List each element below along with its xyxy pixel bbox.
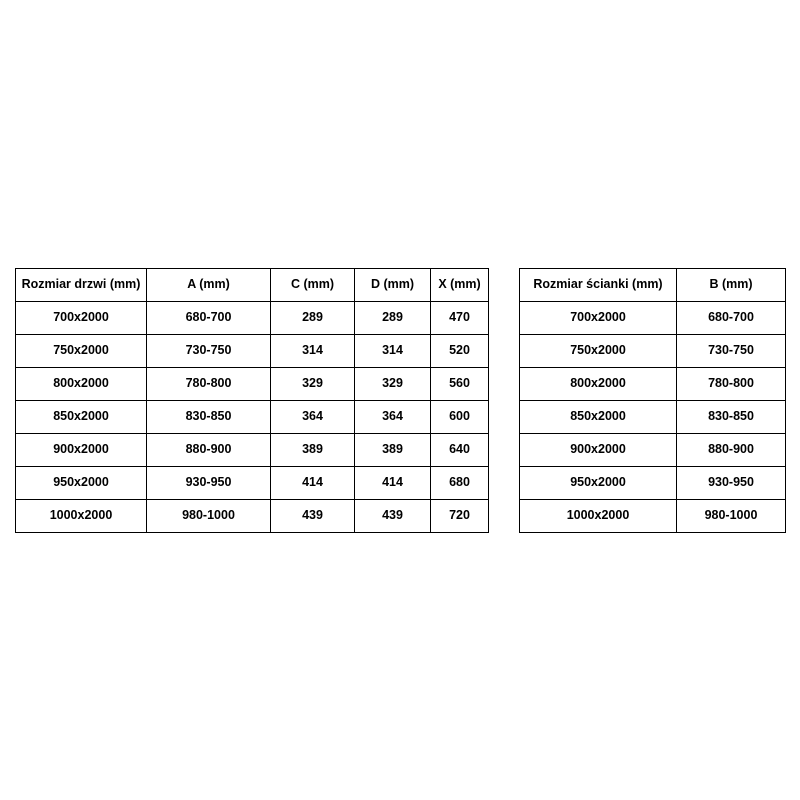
cell-b: 680-700: [677, 302, 786, 335]
cell-a: 930-950: [147, 467, 271, 500]
column-header-d: D (mm): [355, 269, 431, 302]
cell-x: 520: [431, 335, 489, 368]
column-header-c: C (mm): [271, 269, 355, 302]
cell-door-size: 850x2000: [16, 401, 147, 434]
cell-x: 560: [431, 368, 489, 401]
doors-table-container: [15, 268, 489, 533]
table-row: [16, 467, 489, 500]
table-row: [520, 368, 786, 401]
cell-c: 289: [271, 302, 355, 335]
cell-wall-size: 800x2000: [520, 368, 677, 401]
cell-a: 880-900: [147, 434, 271, 467]
cell-b: 980-1000: [677, 500, 786, 533]
table-header-row: [520, 269, 786, 302]
column-header-b: B (mm): [677, 269, 786, 302]
cell-c: 414: [271, 467, 355, 500]
cell-d: 289: [355, 302, 431, 335]
cell-d: 314: [355, 335, 431, 368]
cell-door-size: 800x2000: [16, 368, 147, 401]
cell-x: 680: [431, 467, 489, 500]
cell-wall-size: 1000x2000: [520, 500, 677, 533]
cell-c: 389: [271, 434, 355, 467]
cell-c: 329: [271, 368, 355, 401]
cell-b: 880-900: [677, 434, 786, 467]
cell-b: 780-800: [677, 368, 786, 401]
cell-d: 389: [355, 434, 431, 467]
cell-x: 720: [431, 500, 489, 533]
cell-door-size: 700x2000: [16, 302, 147, 335]
cell-c: 364: [271, 401, 355, 434]
cell-b: 830-850: [677, 401, 786, 434]
table-row: [520, 302, 786, 335]
cell-x: 470: [431, 302, 489, 335]
table-row: [520, 434, 786, 467]
cell-wall-size: 850x2000: [520, 401, 677, 434]
cell-a: 780-800: [147, 368, 271, 401]
column-header-x: X (mm): [431, 269, 489, 302]
table-row: [16, 401, 489, 434]
table-row: [520, 335, 786, 368]
cell-d: 364: [355, 401, 431, 434]
cell-a: 680-700: [147, 302, 271, 335]
cell-a: 830-850: [147, 401, 271, 434]
cell-door-size: 950x2000: [16, 467, 147, 500]
cell-door-size: 900x2000: [16, 434, 147, 467]
cell-x: 600: [431, 401, 489, 434]
cell-c: 439: [271, 500, 355, 533]
cell-d: 414: [355, 467, 431, 500]
cell-wall-size: 900x2000: [520, 434, 677, 467]
table-row: [520, 401, 786, 434]
cell-d: 439: [355, 500, 431, 533]
cell-door-size: 1000x2000: [16, 500, 147, 533]
column-header-door-size: Rozmiar drzwi (mm): [16, 269, 147, 302]
cell-wall-size: 700x2000: [520, 302, 677, 335]
cell-door-size: 750x2000: [16, 335, 147, 368]
cell-b: 730-750: [677, 335, 786, 368]
table-row: [520, 500, 786, 533]
cell-b: 930-950: [677, 467, 786, 500]
cell-d: 329: [355, 368, 431, 401]
cell-c: 314: [271, 335, 355, 368]
cell-a: 730-750: [147, 335, 271, 368]
table-header-row: [16, 269, 489, 302]
table-row: [520, 467, 786, 500]
cell-x: 640: [431, 434, 489, 467]
column-header-a: A (mm): [147, 269, 271, 302]
cell-wall-size: 750x2000: [520, 335, 677, 368]
cell-wall-size: 950x2000: [520, 467, 677, 500]
table-row: [16, 335, 489, 368]
walls-dimensions-table: [519, 268, 786, 533]
doors-dimensions-table: [15, 268, 489, 533]
column-header-wall-size: Rozmiar ścianki (mm): [520, 269, 677, 302]
table-row: [16, 500, 489, 533]
walls-table-container: [519, 268, 786, 533]
table-row: [16, 302, 489, 335]
cell-a: 980-1000: [147, 500, 271, 533]
table-row: [16, 368, 489, 401]
table-row: [16, 434, 489, 467]
